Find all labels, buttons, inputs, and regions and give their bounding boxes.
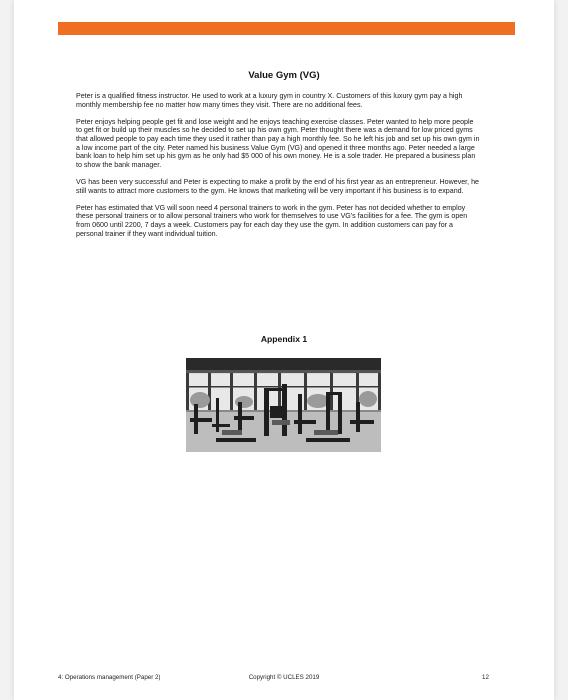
paragraph-3: VG has been very successful and Peter is expecting to make a profit by the end of his first year as an entrepreneur. However, he still wants to attract more customers to the gym. He knows that marketing will be very important if his business is to expand. (76, 177, 479, 195)
paragraph-4: Peter has estimated that VG will soon need 4 personal trainers to work in the gym. Peter has not decided whether to employ these personal trainers or to allow personal trainers who work for themselves to use VG's facilities for a fee. The gym is open from 0600 until 2200, 7 days a week. Customers pay for each day they use the gym. In addition customers can pay for a personal trainer if they want individual tuition. (76, 203, 468, 238)
paragraph-1: Peter is a qualified fitness instructor. He used to work at a luxury gym in country X. Customers of this luxury gym pay a high monthly membership fee no matter how many times they visit. There are no additional fees. (76, 92, 463, 109)
paragraph-2: Peter enjoys helping people get fit and lose weight and he enjoys teaching exercise classes. Peter wanted to help more people to get fit or build up their muscles so he decided to set up his own gym. Peter thought there was a demand for low priced gyms that allowed people to pay each time they used it rather than pay a high monthly fee. So he left his job and set up his own gym in a low income part of the city. Peter named his business Value Gym (VG) and opened it three months ago. Peter needed a large bank loan to help him set up his gym as he only had $5 000 of his own money. He is a sole trader. He prepared a business plan to show the bank manager. (76, 117, 480, 169)
gym-photo-illustration (186, 358, 381, 452)
document-page (14, 0, 554, 700)
page-number: 12 (482, 674, 489, 681)
appendix-title: Appendix 1 (260, 334, 308, 344)
document-title: Value Gym (VG) (248, 70, 320, 81)
footer-copyright: Copyright © UCLES 2019 (248, 674, 320, 681)
body-text (76, 92, 480, 247)
gym-photo (186, 358, 381, 452)
header-bar (58, 22, 515, 35)
footer-course: 4: Operations management (Paper 2) (58, 674, 161, 681)
